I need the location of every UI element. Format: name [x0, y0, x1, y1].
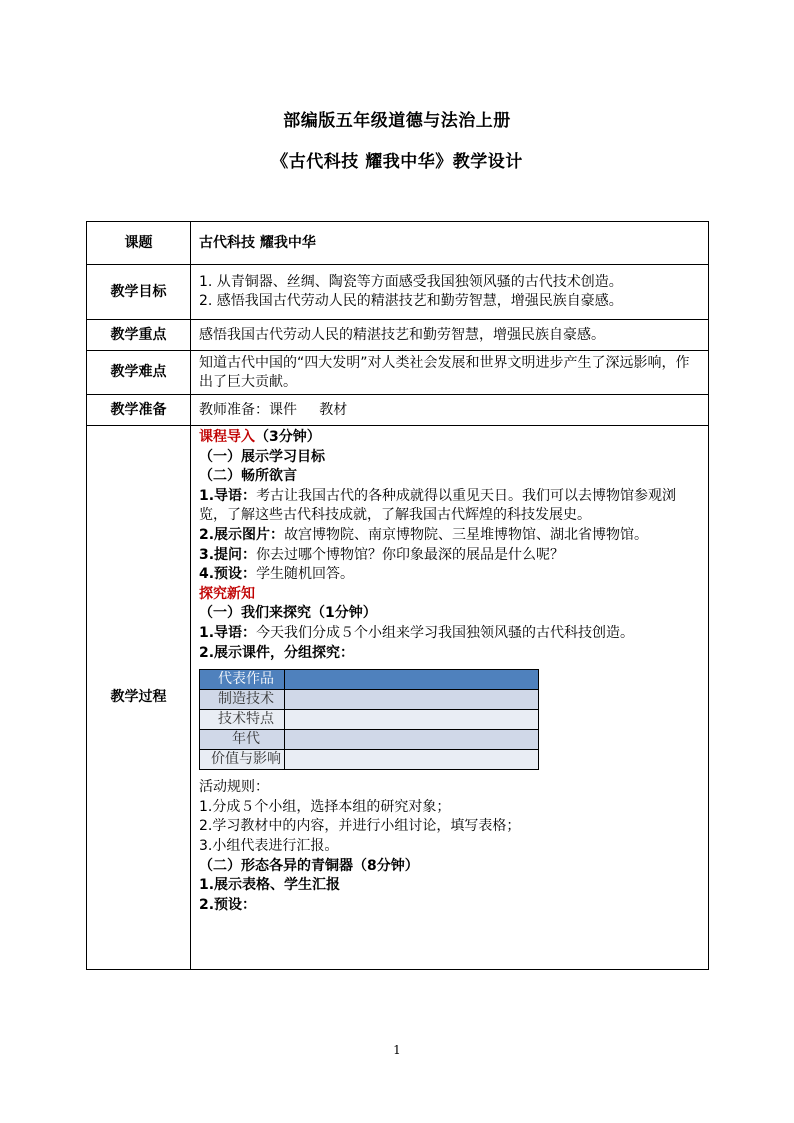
explore-item2: 2.展示课件，分组探究： [199, 644, 355, 661]
explore-sub1: （一）我们来探究（1分钟） [199, 605, 377, 622]
row-difficulty [87, 351, 709, 395]
key-value: 感悟我国古代劳动人民的精湛技艺和勤劳智慧，增强民族自豪感。 [191, 320, 709, 351]
page-number: 1 [393, 1043, 401, 1057]
goal-item: 1. 从青铜器、丝绸、陶瓷等方面感受我国独领风骚的古代技术创造。 [199, 274, 623, 290]
prep-label: 教学准备 [87, 395, 191, 426]
difficulty-label: 教学难点 [87, 351, 191, 395]
difficulty-value: 知道古代中国的“四大发明”对人类社会发展和世界文明进步产生了深远影响，作出了巨大贡献。 [191, 351, 709, 395]
courseware-row [200, 750, 539, 770]
explore-sub2: （二）形态各异的青铜器（8分钟） [199, 857, 419, 874]
courseware-blank [285, 670, 539, 690]
courseware-cell: 技术特点 [200, 710, 285, 730]
courseware-cell: 年代 [200, 730, 285, 750]
bronze-item1: 1.展示表格、学生汇报 [199, 877, 341, 894]
topic-label: 课题 [87, 222, 191, 265]
courseware-blank [285, 730, 539, 750]
process-cell [191, 426, 709, 970]
prep-value: 教师准备：课件 教材 [191, 395, 709, 426]
process-label: 教学过程 [87, 426, 191, 970]
row-goals [87, 265, 709, 320]
item-label: 4.预设： [199, 566, 257, 583]
item-label: 2.展示图片： [199, 526, 285, 543]
courseware-blank [285, 710, 539, 730]
row-preparation [87, 395, 709, 426]
courseware-cell: 制造技术 [200, 690, 285, 710]
document-title-line1: 部编版五年级道德与法治上册 [283, 111, 511, 131]
intro-sub2: （二）畅所欲言 [199, 468, 297, 485]
item-label: 1.导语： [199, 487, 257, 504]
courseware-row [200, 710, 539, 730]
courseware-blank [285, 750, 539, 770]
key-label: 教学重点 [87, 320, 191, 351]
item-text: 学生随机回答。 [256, 566, 355, 583]
intro-item1 [199, 487, 708, 526]
intro-item3 [199, 546, 708, 566]
courseware-table [199, 669, 539, 770]
bronze-item2: 2.预设： [199, 896, 257, 913]
rules-title: 活动规则： [199, 779, 269, 796]
courseware-row [200, 730, 539, 750]
row-key-point [87, 320, 709, 351]
item-text: 考古让我国古代的各种成就得以重见天日。我们可以去博物馆参观浏览，了解这些古代科技成就，了解我国古代辉煌的科技发展史。 [199, 487, 677, 524]
rule-item: 3.小组代表进行汇报。 [199, 837, 339, 854]
goal-cell [191, 265, 709, 320]
row-topic [87, 222, 709, 265]
item-text: 故宫博物院、南京博物院、三星堆博物馆、湖北省博物馆。 [284, 526, 649, 543]
courseware-row [200, 670, 539, 690]
item-label: 3.提问： [199, 546, 257, 563]
item-text: 今天我们分成５个小组来学习我国独领风骚的古代科技创造。 [256, 624, 635, 641]
rule-item: 1.分成５个小组，选择本组的研究对象； [199, 798, 451, 815]
topic-value: 古代科技 耀我中华 [191, 222, 709, 265]
explore-heading: 探究新知 [199, 585, 255, 602]
lesson-plan-table [86, 221, 709, 970]
rule-item: 2.学习教材中的内容，并进行小组讨论，填写表格； [199, 818, 521, 835]
intro-item4 [199, 565, 708, 585]
courseware-blank [285, 690, 539, 710]
goal-label: 教学目标 [87, 265, 191, 320]
intro-item2 [199, 526, 708, 546]
courseware-cell: 代表作品 [200, 670, 285, 690]
item-label: 1.导语： [199, 624, 257, 641]
intro-sub1: （一）展示学习目标 [199, 448, 325, 465]
document-title-line2: 《古代科技 耀我中华》教学设计 [271, 152, 523, 172]
row-process [87, 426, 709, 970]
item-text: 你去过哪个博物馆？你印象最深的展品是什么呢？ [256, 546, 565, 563]
explore-item1 [199, 624, 708, 644]
goal-item: 2. 感悟我国古代劳动人民的精湛技艺和勤劳智慧，增强民族自豪感。 [199, 293, 623, 309]
intro-time: （3分钟） [255, 429, 321, 445]
intro-heading: 课程导入 [199, 429, 255, 445]
courseware-cell: 价值与影响 [200, 750, 285, 770]
courseware-row [200, 690, 539, 710]
